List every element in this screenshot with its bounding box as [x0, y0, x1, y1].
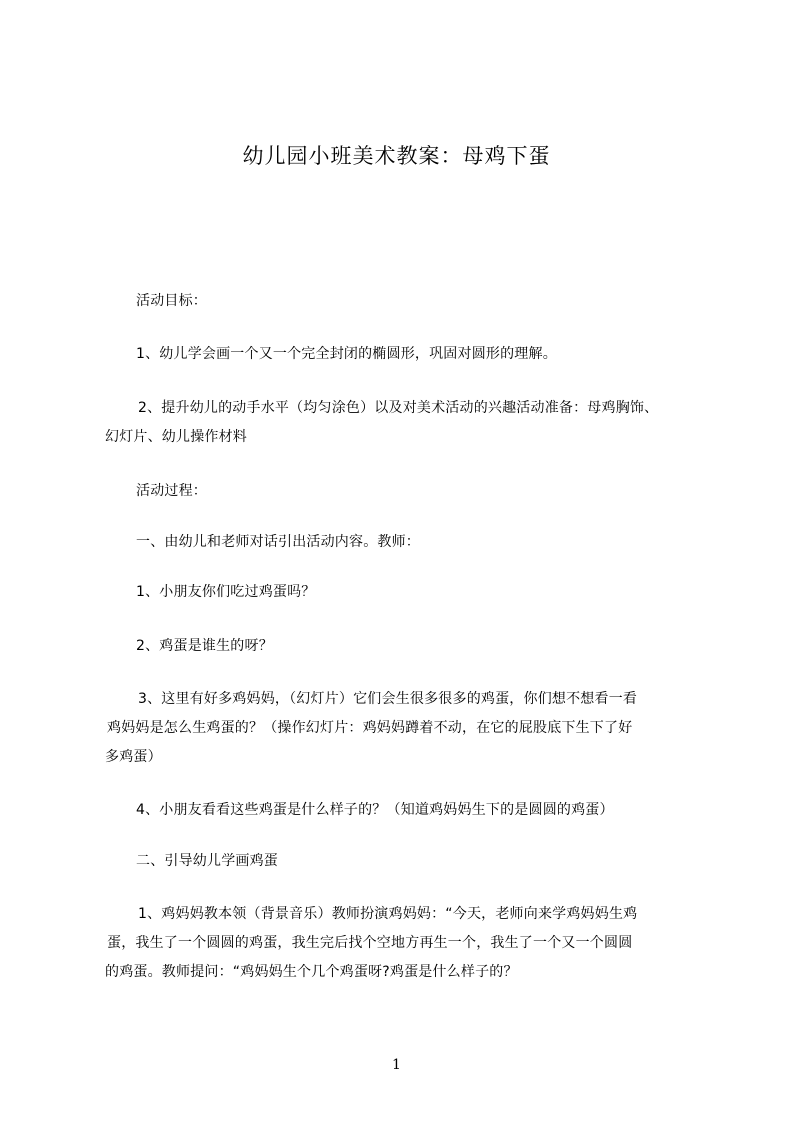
paragraph-1 — [105, 900, 701, 987]
question-3-line-3: 多鸡蛋） — [105, 749, 162, 765]
goal-1-text: 1、幼儿学会画一个又一个完全封闭的椭圆形，巩固对圆形的理解。 — [136, 346, 557, 362]
goal-2-line-2: 幻灯片、幼儿操作材料 — [105, 429, 247, 445]
step-1-text: 一、由幼儿和老师对话引出活动内容。教师： — [136, 534, 420, 550]
goal-1 — [105, 340, 701, 369]
step-1 — [105, 528, 701, 557]
step-2-text: 二、引导幼儿学画鸡蛋 — [136, 853, 278, 869]
question-3-line-2: 鸡妈妈是怎么生鸡蛋的？（操作幻灯片：鸡妈妈蹲着不动，在它的屁股底下生下了好 — [107, 720, 633, 736]
paragraph-1-line-1: 1、鸡妈妈教本领（背景音乐）教师扮演鸡妈妈：“今天，老师向来学鸡妈妈生鸡 — [138, 906, 638, 922]
page-number: 1 — [392, 1057, 401, 1073]
question-1 — [105, 578, 701, 607]
document-title: 幼儿园小班美术教案：母鸡下蛋 — [242, 144, 551, 168]
question-3 — [105, 685, 701, 772]
goal-2-line-1: 2、提升幼儿的动手水平（均匀涂色）以及对美术活动的兴趣活动准备：母鸡胸饰、 — [138, 400, 659, 416]
step-2 — [105, 847, 701, 876]
question-2 — [105, 632, 701, 661]
question-4 — [105, 796, 701, 825]
paragraph-1-line-2: 蛋，我生了一个圆圆的鸡蛋，我生完后找个空地方再生一个，我生了一个又一个圆圆 — [107, 935, 633, 951]
question-1-text: 1、小朋友你们吃过鸡蛋吗？ — [136, 584, 316, 600]
process-heading — [105, 477, 701, 506]
goal-2 — [105, 394, 701, 452]
question-4-text: 4、小朋友看看这些鸡蛋是什么样子的？（知道鸡妈妈生下的是圆圆的鸡蛋） — [136, 802, 614, 818]
process-heading-text: 活动过程： — [136, 483, 207, 499]
question-2-text: 2、鸡蛋是谁生的呀？ — [136, 638, 273, 654]
question-3-line-1: 3、这里有好多鸡妈妈，（幻灯片）它们会生很多很多的鸡蛋，你们想不想看一看 — [138, 691, 638, 707]
paragraph-1-line-3: 的鸡蛋。教师提问：“鸡妈妈生个几个鸡蛋呀?鸡蛋是什么样子的？ — [105, 964, 518, 980]
goals-heading — [105, 287, 701, 316]
goals-heading-text: 活动目标： — [136, 293, 207, 309]
